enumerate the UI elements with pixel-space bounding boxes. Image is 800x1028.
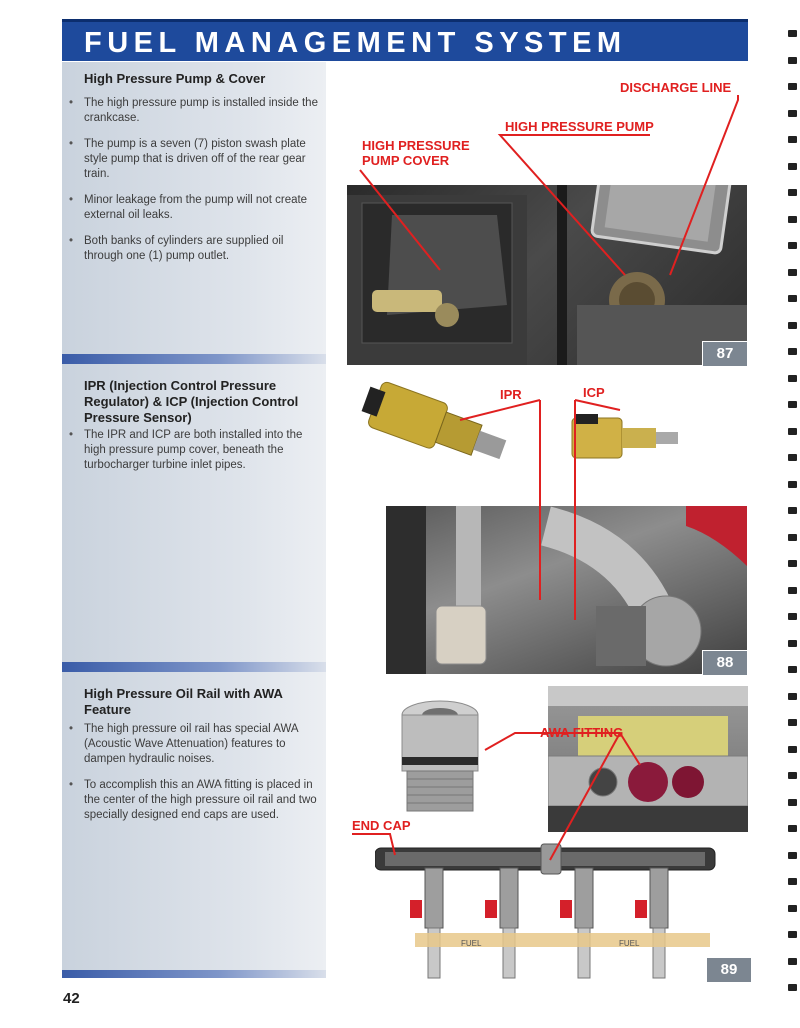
- section-title-oil-rail: High Pressure Oil Rail with AWA Feature: [84, 686, 283, 717]
- figure-number: 88: [702, 650, 748, 676]
- label-end-cap: END CAP: [352, 818, 411, 833]
- page-title: FUEL MANAGEMENT SYSTEM: [84, 27, 627, 59]
- label-awa-fitting: AWA FITTING: [540, 725, 624, 740]
- callout-line: [575, 400, 620, 410]
- callout-line: [550, 733, 620, 860]
- page-number: 42: [63, 990, 80, 1007]
- callout-line: [360, 170, 440, 270]
- callout-line: [460, 400, 540, 420]
- list-item: • Minor leakage from the pump will not create external oil leaks.: [66, 193, 318, 223]
- list-item: • The high pressure pump is installed inside the crankcase.: [66, 96, 318, 126]
- section-title-ipr-icp: IPR (Injection Control Pressure Regulator) & ICP (Injection Control Pressure Sensor): [84, 378, 299, 425]
- callout-line: [500, 135, 650, 275]
- callout-line: [352, 834, 395, 855]
- list-item: • The pump is a seven (7) piston swash plate style pump that is driven off of the rear gear train.: [66, 137, 318, 182]
- callout-line: [670, 95, 738, 275]
- list-item: • To accomplish this an AWA fitting is placed in the center of the high pressure oil rail and two specially designed end caps are used.: [66, 778, 318, 823]
- fuel-label-right: FUEL: [619, 939, 640, 948]
- list-item: • The IPR and ICP are both installed into the high pressure pump cover, beneath the turbocharger turbine inlet pipes.: [66, 428, 318, 473]
- section-title-pump: High Pressure Pump & Cover: [84, 71, 266, 86]
- fuel-label-left: FUEL: [461, 939, 482, 948]
- list-item: • Both banks of cylinders are supplied oil through one (1) pump outlet.: [66, 234, 318, 264]
- label-high-pressure-pump: HIGH PRESSURE PUMP: [505, 119, 654, 134]
- figure-number: 87: [702, 341, 748, 367]
- label-icp: ICP: [583, 385, 605, 400]
- label-pump-cover: HIGH PRESSURE PUMP COVER: [362, 138, 470, 168]
- label-discharge-line: DISCHARGE LINE: [620, 80, 732, 95]
- list-item: • The high pressure oil rail has special AWA (Acoustic Wave Attenuation) features to dampen hydraulic noises.: [66, 722, 318, 767]
- label-ipr: IPR: [500, 387, 522, 402]
- figure-number: 89: [706, 957, 752, 983]
